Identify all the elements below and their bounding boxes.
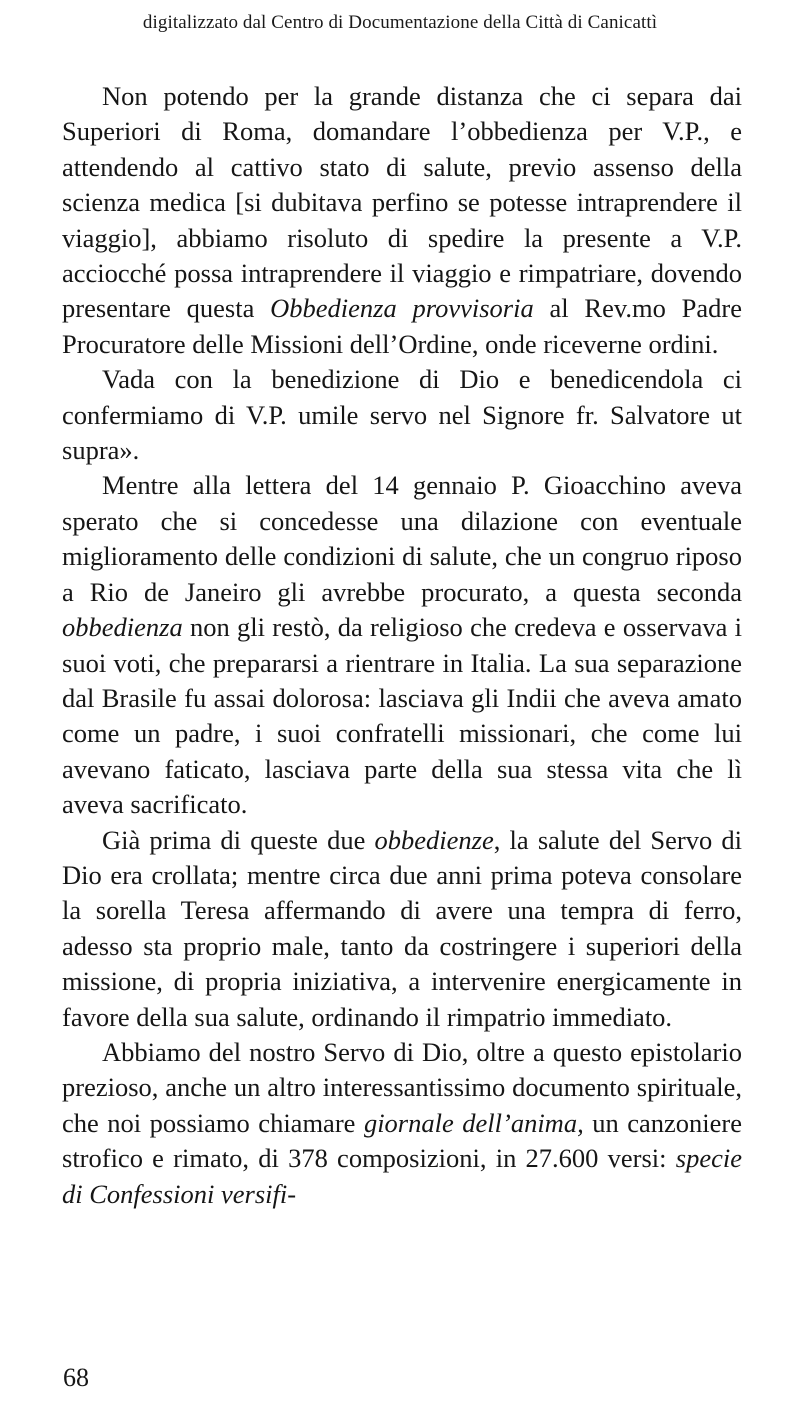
paragraph-5 (62, 1035, 742, 1212)
paragraph-1 (62, 79, 742, 362)
italic-run: giornale dell’anima, (363, 1107, 584, 1138)
italic-run: Obbedienza provvisoria (270, 293, 534, 324)
text-run: , la salute del Servo di Dio era crollata; mentre circa due anni prima poteva consolare la sorella Teresa affermando di avere una tempra di ferro, adesso sta proprio male, tanto da costringere i superiori della missione, di propria iniziativa, a intervenire energicamente in favore della sua salute, ordinando il rimpatrio immediato. (62, 824, 742, 1032)
page-number: 68 (63, 1363, 89, 1392)
text-run: non gli restò, da religioso che credeva e osservava i suoi voti, che prepararsi a rientrare in Italia. La sua separazione dal Brasile fu assai dolorosa: lasciava gli Indii che aveva amato come un padre, i suoi confratelli missionari, che come lui avevano faticato, lasciava parte della sua stessa vita che lì aveva sacrificato. (62, 612, 742, 820)
page-body (62, 79, 742, 1212)
text-run: Vada con la benedizione di Dio e benedicendola ci confermiamo di V.P. umile servo nel Signore fr. Salvatore ut supra». (62, 364, 742, 466)
text-run: Non potendo per la grande distanza che ci separa dai Superiori di Roma, domandare l’obbedienza per V.P., e attendendo al cattivo stato di salute, previo assenso della scienza medica [si dubitava perfino se potesse intraprendere il viaggio], abbiamo risoluto di spedire la presente a V.P. acciocché possa intraprendere il viaggio e rimpatriare, dovendo presentare questa (62, 81, 742, 324)
paragraph-3 (62, 468, 742, 822)
text-run: un canzoniere strofico e rimato, di 378 composizioni, in 27.600 versi: (62, 1107, 742, 1174)
paragraph-2 (62, 362, 742, 468)
scan-watermark-header: digitalizzato dal Centro di Documentazione della Città di Canicattì (142, 12, 658, 33)
text-run: Già prima di queste due (102, 824, 375, 855)
italic-run: obbedienze (374, 824, 494, 855)
text-run: Mentre alla lettera del 14 gennaio P. Gioacchino aveva sperato che si concedesse una dilazione con eventuale miglioramento delle condizioni di salute, che un congruo riposo a Rio de Janeiro gli avrebbe procurato, a questa seconda (62, 470, 742, 607)
italic-run: obbedienza (62, 612, 183, 643)
italic-run: specie di Confessioni versifi- (62, 1143, 742, 1209)
text-run: al Rev.mo Padre Procuratore delle Missioni dell’Ordine, onde riceverne ordini. (62, 293, 742, 359)
text-run: Abbiamo del nostro Servo di Dio, oltre a questo epistolario prezioso, anche un altro interessantissimo documento spirituale, che noi possiamo chiamare (62, 1036, 742, 1138)
paragraph-4 (62, 823, 742, 1035)
